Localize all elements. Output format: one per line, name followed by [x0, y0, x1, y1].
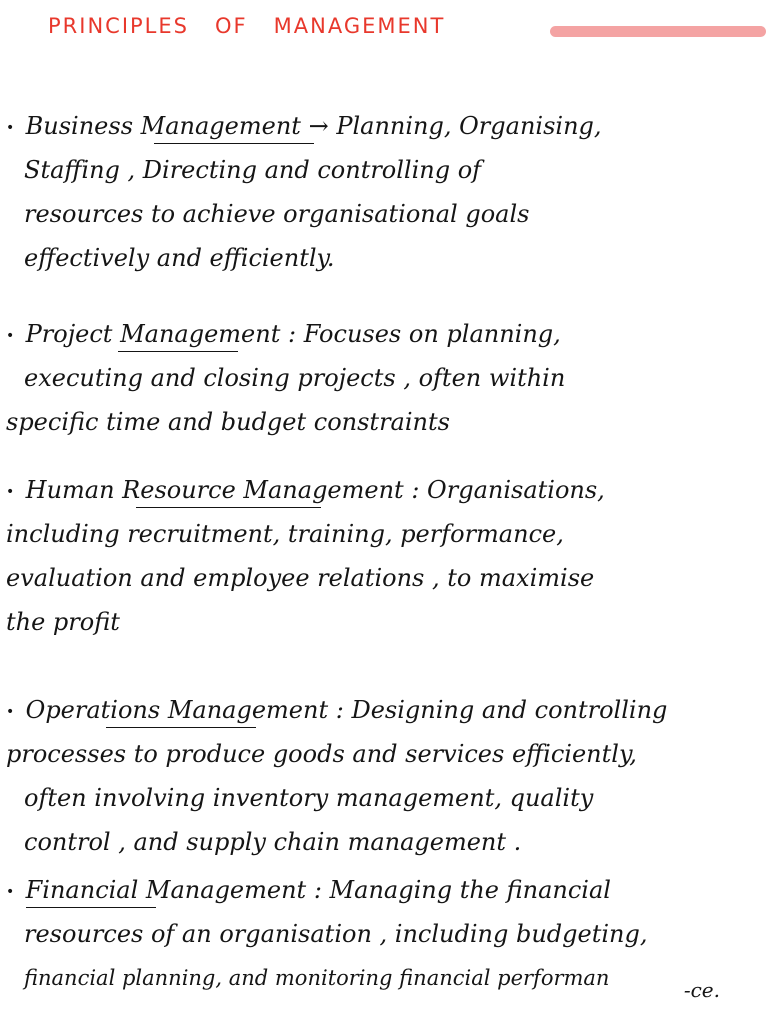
note-line: resources to achieve organisational goals	[24, 200, 530, 228]
bullet-icon: •	[6, 883, 15, 900]
note-line: including recruitment, training, performance,	[6, 520, 564, 548]
note-line: specific time and budget constraints	[6, 408, 450, 436]
note-text: : Managing the financial	[313, 876, 611, 904]
note-text: : Focuses on planning,	[288, 320, 561, 348]
word-continuation: -ce.	[683, 978, 720, 1002]
note-line: control , and supply chain management .	[24, 828, 522, 856]
note-line: evaluation and employee relations , to maximise	[6, 564, 595, 592]
note-term	[26, 312, 281, 358]
note-project-management	[6, 312, 762, 444]
note-line	[6, 312, 762, 356]
note-business-management	[6, 104, 762, 280]
note-line: financial planning, and monitoring financial performan	[24, 966, 610, 990]
note-term-text: Operations Management	[25, 696, 329, 724]
term-underline	[106, 727, 256, 729]
bullet-icon: •	[6, 327, 15, 344]
note-line: processes to produce goods and services efficiently,	[6, 740, 637, 768]
title-row	[48, 14, 768, 46]
note-term-text: Project Management	[25, 320, 281, 348]
term-underline	[136, 507, 321, 509]
note-operations-management	[6, 688, 762, 864]
term-underline	[26, 907, 156, 909]
note-line	[6, 688, 762, 732]
note-human-resource-management	[6, 468, 762, 644]
note-line	[6, 468, 762, 512]
note-line: effectively and efficiently.	[24, 244, 335, 272]
note-line	[6, 868, 762, 912]
page-title: PRINCIPLES OF MANAGEMENT	[48, 14, 446, 38]
note-text: : Designing and controlling	[335, 696, 668, 724]
note-line: the profit	[6, 608, 120, 636]
note-text: : Organisations,	[411, 476, 605, 504]
note-term	[26, 468, 404, 514]
bullet-icon: •	[6, 703, 15, 720]
note-line: often involving inventory management, quality	[24, 784, 594, 812]
term-underline	[154, 143, 314, 145]
note-line: resources of an organisation , including budgeting,	[24, 920, 648, 948]
note-line	[6, 104, 762, 148]
note-financial-management	[6, 868, 762, 1000]
note-line: Staffing , Directing and controlling of	[24, 156, 482, 184]
note-term	[26, 104, 301, 150]
note-term	[26, 868, 307, 914]
note-line: executing and closing projects , often within	[24, 364, 566, 392]
note-term-text: Financial Management	[25, 876, 307, 904]
note-text: → Planning, Organising,	[308, 112, 602, 140]
note-term-text: Human Resource Management	[25, 476, 404, 504]
bullet-icon: •	[6, 119, 15, 136]
term-underline	[118, 351, 238, 353]
bullet-icon: •	[6, 483, 15, 500]
note-term-text: Business Management	[25, 112, 301, 140]
highlighter-stroke	[550, 26, 766, 37]
note-term	[26, 688, 328, 734]
